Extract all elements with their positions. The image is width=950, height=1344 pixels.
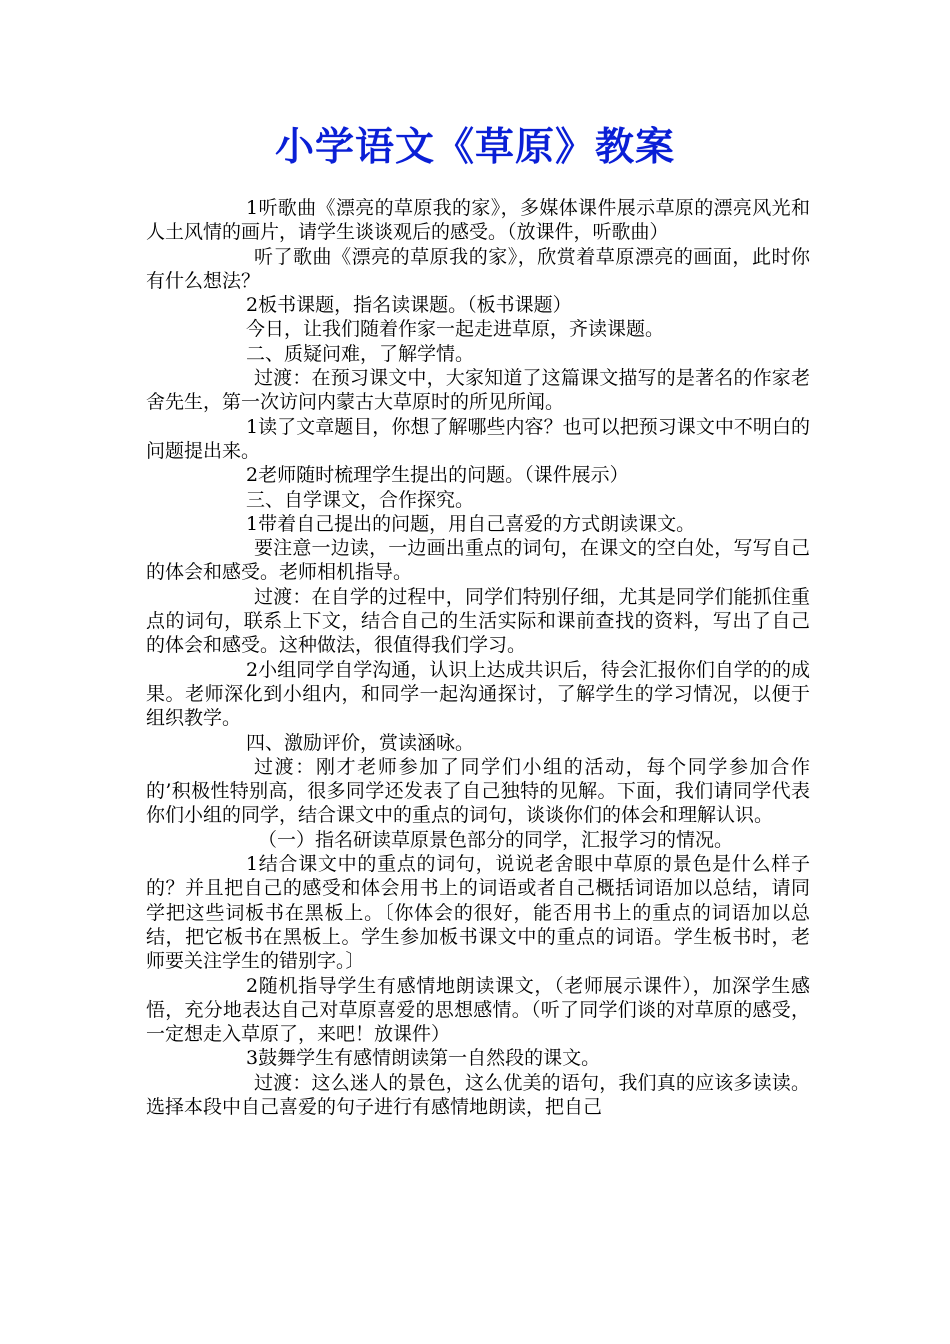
paragraph: 过渡：刚才老师参加了同学们小组的活动，每个同学参加合作的’积极性特别高，很多同学还发表了自己独特的见解。下面，我们请同学代表你们小组的同学，结合课文中的重点的词句，谈谈你们的体会和理解认识。 [146,755,810,827]
document-body [146,196,810,1119]
paragraph: 今日，让我们随着作家一起走进草原，齐读课题。 [246,318,665,341]
paragraph: 1结合课文中的重点的词句，说说老舍眼中草原的景色是什么样子的？并且把自己的感受和体会用书上的词语或者自己概括词语加以总结，请同学把这些词板书在黑板上。〔你体会的很好，能否用书上的重点的词语加以总结，把它板书在黑板上。学生参加板书课文中的重点的词语。学生板书时，老师要关注学生的错别字。〕 [146,853,810,973]
paragraph: 听了歌曲《漂亮的草原我的家》，欣赏着草原漂亮的画面，此时你有什么想法？ [146,245,810,292]
paragraph: 过渡：这么迷人的景色，这么优美的语句，我们真的应该多读读。选择本段中自己喜爱的句子进行有感情地朗读，把自己 [146,1071,810,1118]
paragraph: 四、激励评价，赏读涵咏。 [246,731,475,754]
paragraph: 过渡：在自学的过程中，同学们特别仔细，尤其是同学们能抓住重点的词句，联系上下文，结合自己的生活实际和课前查找的资料，写出了自己的体会和感受。这种做法，很值得我们学习。 [146,585,810,657]
paragraph: 3鼓舞学生有感情朗读第一自然段的课文。 [246,1047,601,1070]
paragraph: 2小组同学自学沟通，认识上达成共识后，待会汇报你们自学的的成果。老师深化到小组内，和同学一起沟通探讨，了解学生的学习情况，以便于组织教学。 [146,658,810,730]
paragraph: 2板书课题，指名读课题。（板书课题） [246,294,572,317]
paragraph: 1读了文章题目，你想了解哪些内容？也可以把预习课文中不明白的问题提出来。 [146,415,810,462]
paragraph: 要注意一边读，一边画出重点的词句，在课文的空白处，写写自己的体会和感受。老师相机指导。 [146,537,810,584]
paragraph: 2老师随时梳理学生提出的问题。（课件展示） [246,464,629,487]
paragraph: 二、质疑问难，了解学情。 [246,342,475,365]
paragraph: 1听歌曲《漂亮的草原我的家》，多媒体课件展示草原的漂亮风光和人土风情的画片，请学生谈谈观后的感受。（放课件，听歌曲） [146,197,810,244]
document-title: 小学语文《草原》教案 [274,125,675,170]
paragraph: 2随机指导学生有感情地朗读课文，（老师展示课件），加深学生感悟，充分地表达自己对草原喜爱的思想感情。（听了同学们谈的对草原的感受，一定想走入草原了，来吧！放课件） [146,974,810,1046]
paragraph: 1带着自己提出的问题，用自己喜爱的方式朗读课文。 [246,512,696,535]
paragraph: 三、自学课文，合作探究。 [246,488,475,511]
paragraph: 过渡：在预习课文中，大家知道了这篇课文描写的是著名的作家老舍先生，第一次访问内蒙古大草原时的所见所闻。 [146,367,810,414]
paragraph: （一）指名研读草原景色部分的同学，汇报学习的情况。 [258,828,734,851]
